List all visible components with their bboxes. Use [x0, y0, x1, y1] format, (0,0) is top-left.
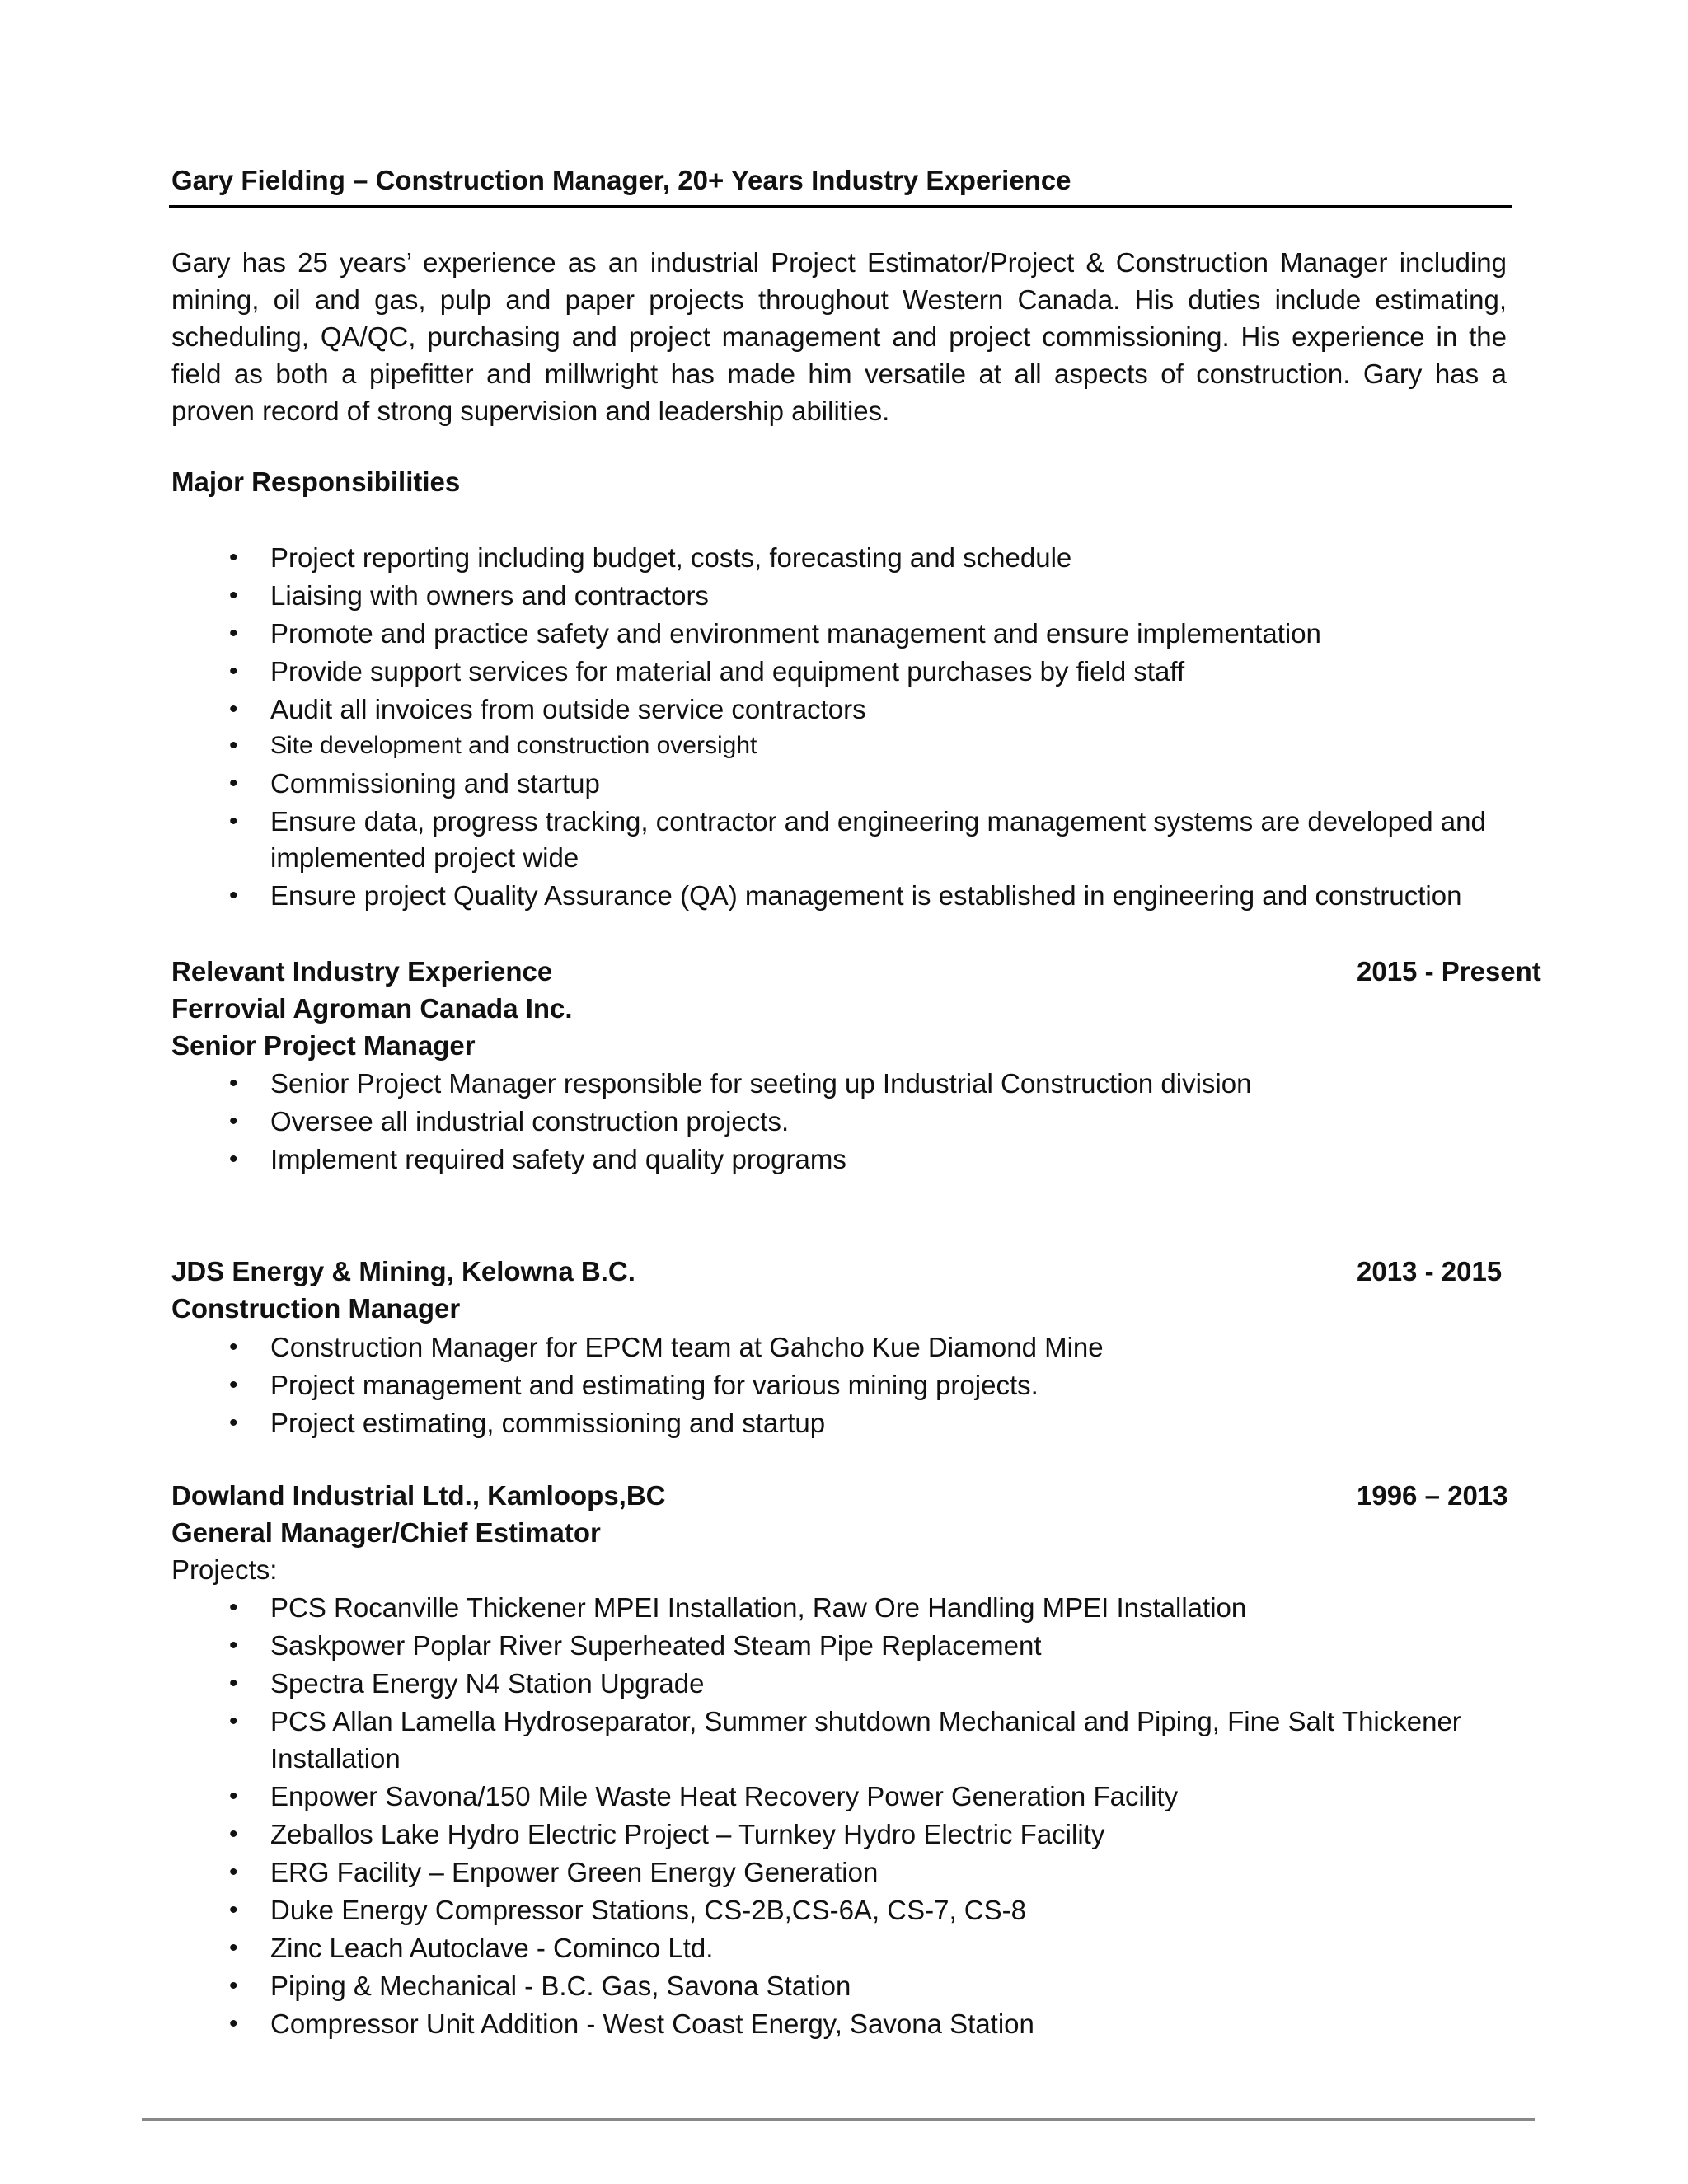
list-item: Project reporting including budget, costs, forecasting and schedule — [270, 542, 1072, 573]
list-item: Promote and practice safety and environment management and ensure implementation — [270, 618, 1321, 649]
list-item: Project management and estimating for various mining projects. — [270, 1370, 1039, 1400]
job-company: JDS Energy & Mining, Kelowna B.C. — [171, 1256, 635, 1286]
list-item: Ensure data, progress tracking, contractor and engineering management systems are developed and — [270, 806, 1486, 837]
bullet-icon: • — [229, 1896, 238, 1924]
bullet-icon: • — [229, 1670, 238, 1697]
list-item: PCS Allan Lamella Hydroseparator, Summer shutdown Mechanical and Piping, Fine Salt Thickener — [270, 1706, 1461, 1736]
bullet-icon: • — [229, 732, 238, 759]
list-item: ERG Facility – Enpower Green Energy Generation — [270, 1857, 879, 1887]
list-item: Saskpower Poplar River Superheated Steam Pipe Replacement — [270, 1630, 1042, 1661]
bullet-icon: • — [229, 1333, 238, 1361]
job-role: Senior Project Manager — [171, 1030, 476, 1061]
summary-line: mining, oil and gas, pulp and paper projects throughout Western Canada. His duties include estimating, — [171, 284, 1507, 315]
list-item: Zinc Leach Autoclave - Cominco Ltd. — [270, 1933, 714, 1963]
summary-paragraph — [171, 244, 1507, 429]
bullet-icon: • — [229, 1632, 238, 1659]
bullet-icon: • — [229, 658, 238, 685]
bullet-icon: • — [229, 1594, 238, 1621]
list-item: Senior Project Manager responsible for seeting up Industrial Construction division — [270, 1068, 1252, 1099]
bullet-icon: • — [229, 1783, 238, 1810]
list-item: Spectra Energy N4 Station Upgrade — [270, 1668, 705, 1699]
bullet-icon: • — [229, 1858, 238, 1886]
list-item: Provide support services for material and equipment purchases by field staff — [270, 656, 1185, 687]
bullet-icon: • — [229, 1371, 238, 1399]
summary-line: scheduling, QA/QC, purchasing and project management and project commissioning. His experience in the — [171, 321, 1507, 352]
bullet-icon: • — [229, 770, 238, 797]
experience-title: Relevant Industry Experience — [171, 956, 553, 987]
list-item: Construction Manager for EPCM team at Gahcho Kue Diamond Mine — [270, 1332, 1104, 1362]
bullet-icon: • — [229, 2010, 238, 2037]
list-item-continuation: Installation — [270, 1743, 401, 1774]
list-item: Audit all invoices from outside service contractors — [270, 694, 866, 724]
bullet-icon: • — [229, 1821, 238, 1848]
job-role: Construction Manager — [171, 1293, 461, 1324]
bullet-icon: • — [229, 1409, 238, 1436]
bullet-icon: • — [229, 1070, 238, 1097]
list-item: Project estimating, commissioning and startup — [270, 1408, 826, 1438]
page-title: Gary Fielding – Construction Manager, 20+ Years Industry Experience — [171, 165, 1071, 195]
list-item: Oversee all industrial construction projects. — [270, 1106, 790, 1137]
summary-line: proven record of strong supervision and leadership abilities. — [171, 396, 890, 426]
bullet-icon: • — [229, 808, 238, 835]
job-role: General Manager/Chief Estimator — [171, 1517, 601, 1548]
list-item: Site development and construction oversight — [270, 732, 757, 759]
summary-line: field as both a pipefitter and millwright has made him versatile at all aspects of construction. Gary has a — [171, 359, 1507, 389]
list-item: Ensure project Quality Assurance (QA) management is established in engineering and construction — [270, 880, 1462, 911]
projects-label: Projects: — [171, 1554, 278, 1585]
responsibilities-title: Major Responsibilities — [171, 466, 461, 497]
list-item: Commissioning and startup — [270, 768, 600, 799]
list-item: Duke Energy Compressor Stations, CS-2B,CS-6A, CS-7, CS-8 — [270, 1895, 1026, 1925]
job-company: Ferrovial Agroman Canada Inc. — [171, 993, 573, 1024]
bullet-icon: • — [229, 1146, 238, 1173]
list-item: Piping & Mechanical - B.C. Gas, Savona Station — [270, 1971, 851, 2001]
job-dates: 2015 - Present — [1357, 956, 1541, 987]
list-item: Implement required safety and quality programs — [270, 1144, 846, 1174]
bullet-icon: • — [229, 544, 238, 571]
bullet-icon: • — [229, 1934, 238, 1961]
list-item: Zeballos Lake Hydro Electric Project – Turnkey Hydro Electric Facility — [270, 1819, 1105, 1849]
job-company: Dowland Industrial Ltd., Kamloops,BC — [171, 1480, 666, 1511]
footer-divider — [142, 2118, 1535, 2121]
bullet-icon: • — [229, 620, 238, 647]
bullet-icon: • — [229, 1972, 238, 1999]
list-item: PCS Rocanville Thickener MPEI Installation, Raw Ore Handling MPEI Installation — [270, 1592, 1247, 1623]
list-item: Enpower Savona/150 Mile Waste Heat Recovery Power Generation Facility — [270, 1781, 1179, 1811]
list-item-continuation: implemented project wide — [270, 842, 579, 873]
job-dates: 2013 - 2015 — [1357, 1256, 1503, 1286]
list-item: Liaising with owners and contractors — [270, 580, 709, 611]
job-dates: 1996 – 2013 — [1357, 1480, 1508, 1511]
bullet-icon: • — [229, 882, 238, 909]
bullet-icon: • — [229, 1108, 238, 1135]
bullet-icon: • — [229, 582, 238, 609]
bullet-icon: • — [229, 1708, 238, 1735]
list-item: Compressor Unit Addition - West Coast Energy, Savona Station — [270, 2008, 1034, 2039]
summary-line: Gary has 25 years’ experience as an industrial Project Estimator/Project & Construction Manager including — [171, 247, 1507, 278]
heading-divider — [169, 205, 1512, 208]
bullet-icon: • — [229, 696, 238, 723]
